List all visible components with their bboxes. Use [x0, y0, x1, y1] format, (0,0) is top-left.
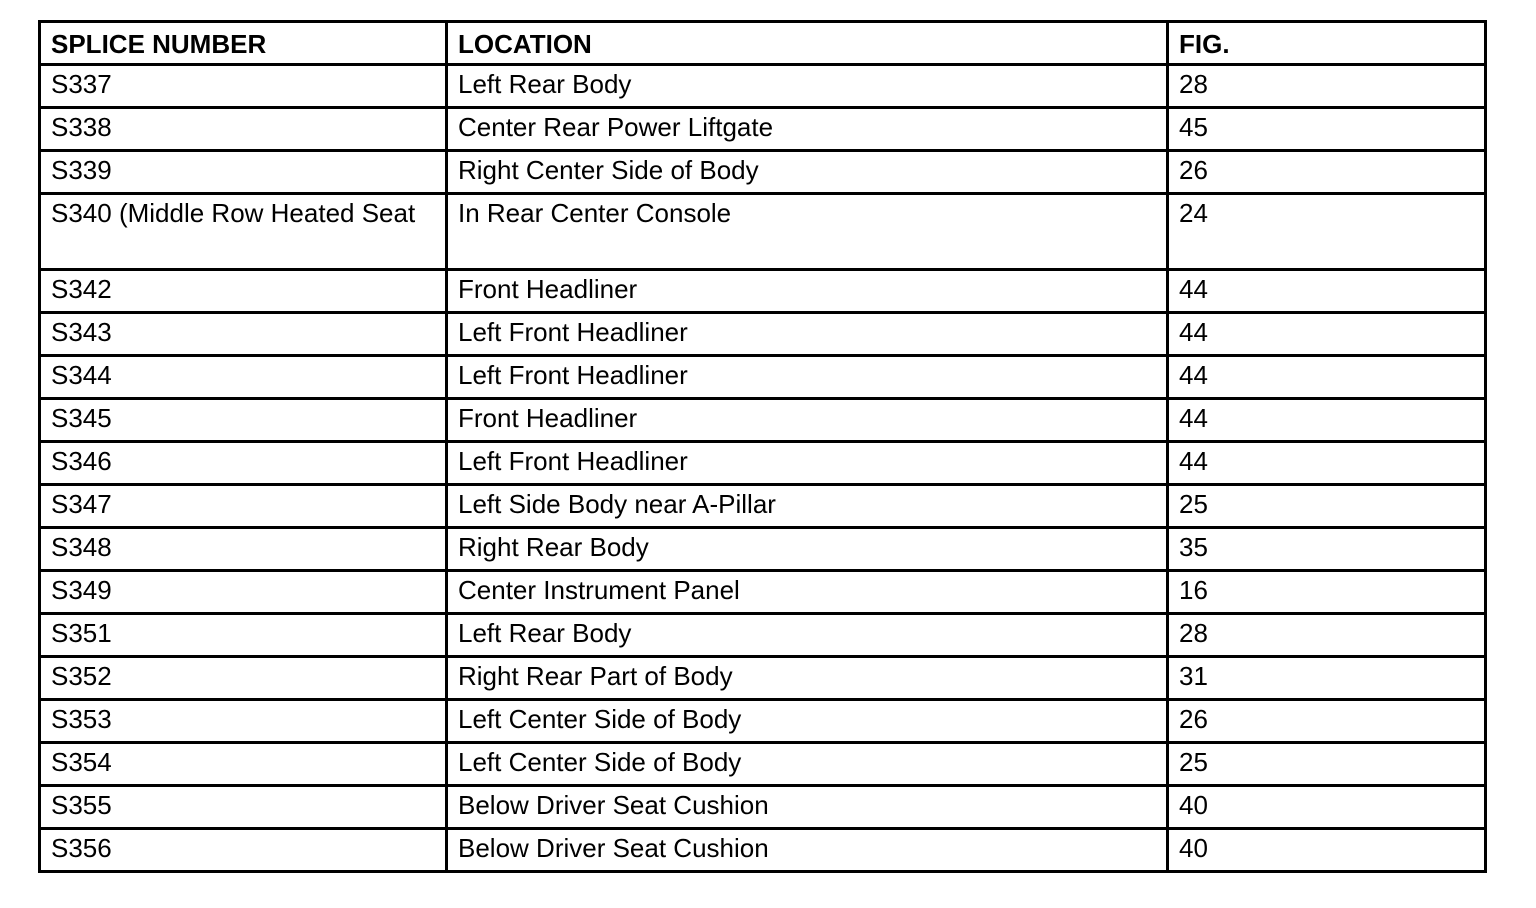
- table-header-row: [40, 22, 1486, 65]
- cell-location: Left Center Side of Body: [447, 743, 1168, 786]
- header-fig: FIG.: [1168, 22, 1486, 65]
- cell-splice-number: S347: [40, 485, 447, 528]
- cell-splice-number: S352: [40, 657, 447, 700]
- cell-location: Left Front Headliner: [447, 356, 1168, 399]
- cell-fig: 35: [1168, 528, 1486, 571]
- splice-table-container: [38, 20, 1484, 873]
- cell-splice-number: S355: [40, 786, 447, 829]
- cell-location: Right Center Side of Body: [447, 151, 1168, 194]
- cell-location: Below Driver Seat Cushion: [447, 829, 1168, 872]
- cell-fig: 28: [1168, 65, 1486, 108]
- cell-location: In Rear Center Console: [447, 194, 1168, 270]
- cell-fig: 25: [1168, 485, 1486, 528]
- cell-fig: 44: [1168, 399, 1486, 442]
- cell-fig: 31: [1168, 657, 1486, 700]
- table-row: [40, 313, 1486, 356]
- table-row: [40, 829, 1486, 872]
- header-location: LOCATION: [447, 22, 1168, 65]
- cell-location: Left Side Body near A-Pillar: [447, 485, 1168, 528]
- table-row: [40, 485, 1486, 528]
- cell-splice-number: S340 (Middle Row Heated Seat: [40, 194, 447, 270]
- cell-splice-number: S345: [40, 399, 447, 442]
- splice-table: [38, 20, 1487, 873]
- cell-splice-number: S349: [40, 571, 447, 614]
- cell-splice-number: S356: [40, 829, 447, 872]
- table-row: [40, 700, 1486, 743]
- table-row: [40, 65, 1486, 108]
- cell-fig: 28: [1168, 614, 1486, 657]
- table-row: [40, 194, 1486, 270]
- cell-location: Left Front Headliner: [447, 442, 1168, 485]
- cell-fig: 44: [1168, 270, 1486, 313]
- table-row: [40, 571, 1486, 614]
- cell-fig: 24: [1168, 194, 1486, 270]
- cell-splice-number: S342: [40, 270, 447, 313]
- cell-fig: 25: [1168, 743, 1486, 786]
- cell-splice-number: S337: [40, 65, 447, 108]
- table-row: [40, 743, 1486, 786]
- cell-fig: 40: [1168, 786, 1486, 829]
- cell-splice-number: S354: [40, 743, 447, 786]
- cell-fig: 44: [1168, 313, 1486, 356]
- cell-location: Left Rear Body: [447, 65, 1168, 108]
- cell-splice-number: S353: [40, 700, 447, 743]
- cell-location: Front Headliner: [447, 399, 1168, 442]
- cell-splice-number: S344: [40, 356, 447, 399]
- header-splice-number: SPLICE NUMBER: [40, 22, 447, 65]
- table-row: [40, 108, 1486, 151]
- cell-splice-number: S338: [40, 108, 447, 151]
- cell-splice-number: S351: [40, 614, 447, 657]
- cell-fig: 45: [1168, 108, 1486, 151]
- cell-fig: 16: [1168, 571, 1486, 614]
- cell-location: Front Headliner: [447, 270, 1168, 313]
- cell-location: Center Rear Power Liftgate: [447, 108, 1168, 151]
- cell-splice-number: S346: [40, 442, 447, 485]
- cell-location: Center Instrument Panel: [447, 571, 1168, 614]
- cell-location: Right Rear Part of Body: [447, 657, 1168, 700]
- table-row: [40, 786, 1486, 829]
- cell-splice-number: S348: [40, 528, 447, 571]
- cell-fig: 44: [1168, 356, 1486, 399]
- cell-location: Left Rear Body: [447, 614, 1168, 657]
- table-row: [40, 657, 1486, 700]
- table-row: [40, 528, 1486, 571]
- cell-location: Below Driver Seat Cushion: [447, 786, 1168, 829]
- table-row: [40, 270, 1486, 313]
- table-row: [40, 614, 1486, 657]
- cell-fig: 26: [1168, 151, 1486, 194]
- cell-location: Left Front Headliner: [447, 313, 1168, 356]
- cell-splice-number: S339: [40, 151, 447, 194]
- cell-splice-number: S343: [40, 313, 447, 356]
- cell-fig: 44: [1168, 442, 1486, 485]
- cell-location: Right Rear Body: [447, 528, 1168, 571]
- cell-location: Left Center Side of Body: [447, 700, 1168, 743]
- table-row: [40, 356, 1486, 399]
- table-row: [40, 442, 1486, 485]
- cell-fig: 40: [1168, 829, 1486, 872]
- cell-fig: 26: [1168, 700, 1486, 743]
- table-row: [40, 151, 1486, 194]
- table-row: [40, 399, 1486, 442]
